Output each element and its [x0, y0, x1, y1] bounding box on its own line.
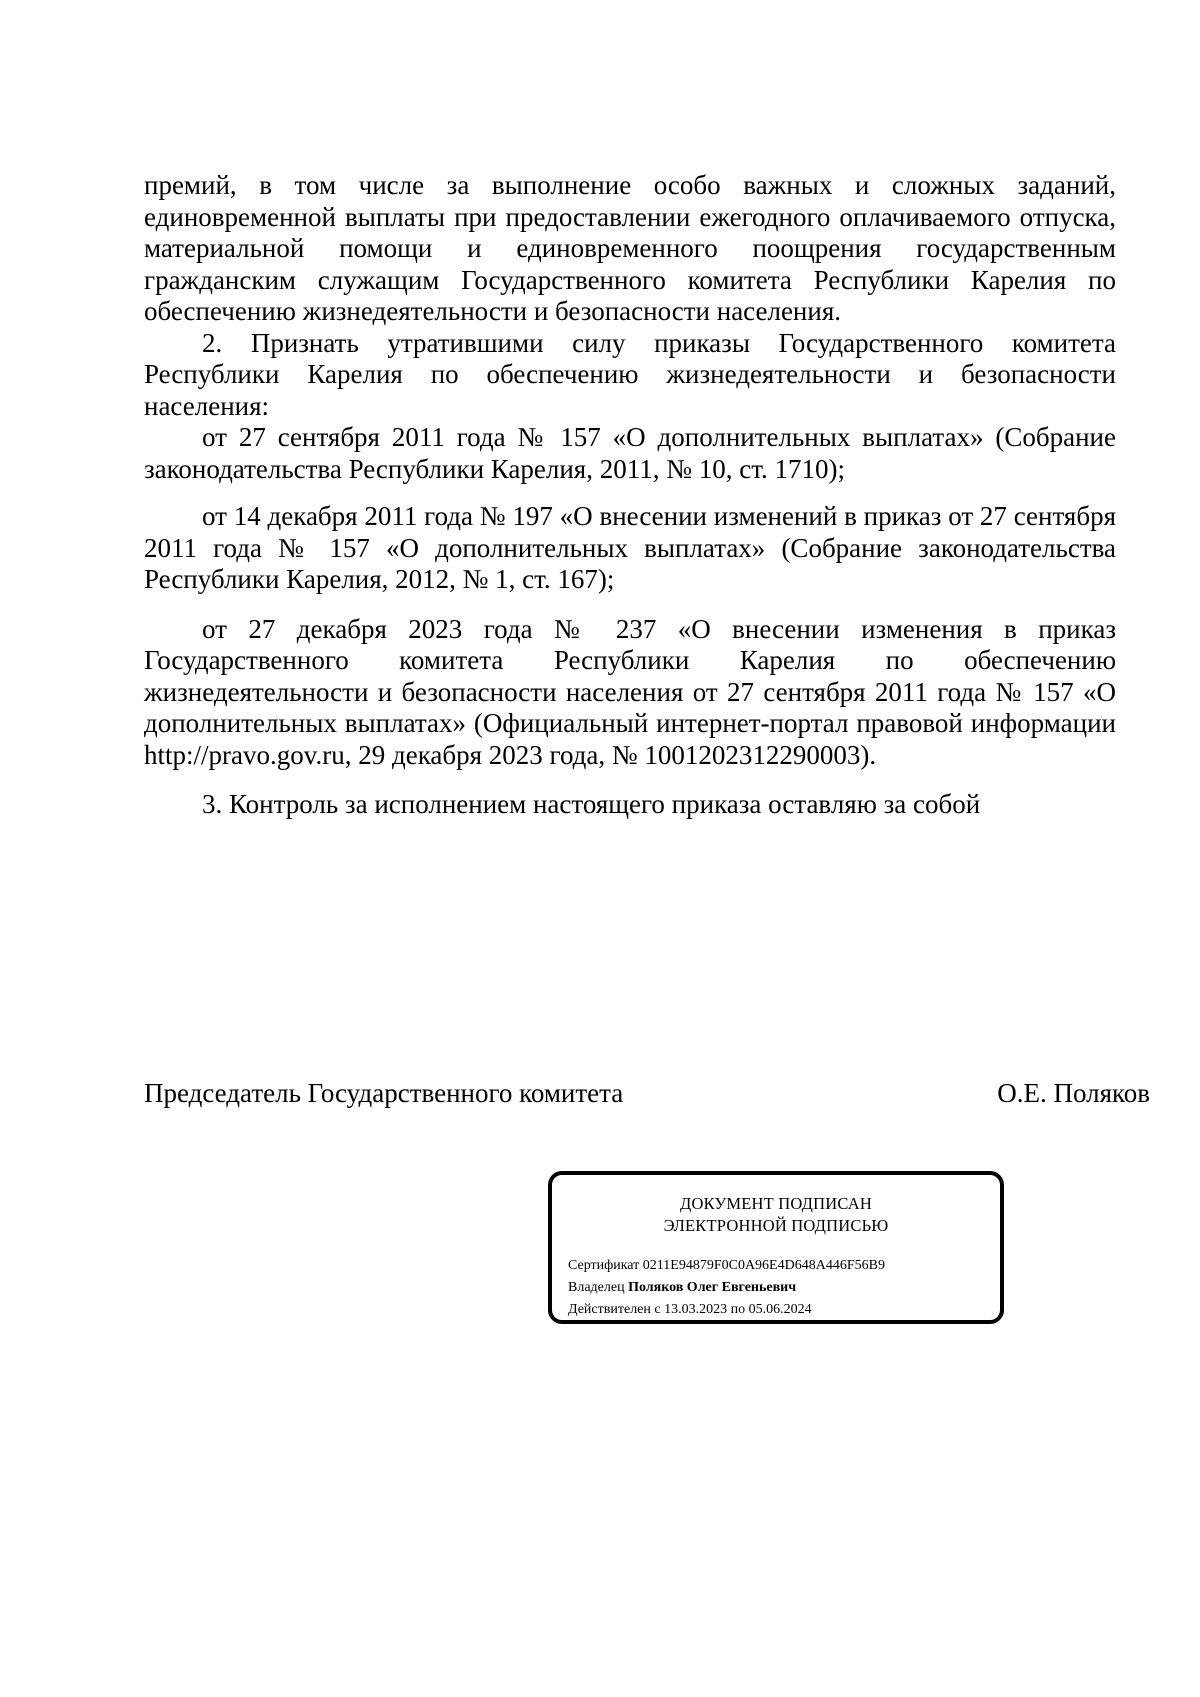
stamp-certificate-line	[568, 1255, 885, 1277]
paragraph-repealed-order-157: от 27 сентября 2011 года № 157 «О дополнительных выплатах» (Собрание законодательства Республики Карелия, 2011, № 10, ст. 1710);	[144, 422, 1116, 484]
stamp-title	[552, 1193, 1000, 1237]
signatory-position: Председатель Государственного комитета	[144, 1078, 624, 1108]
stamp-owner-line	[568, 1277, 885, 1299]
valid-to: 05.06.2024	[748, 1302, 812, 1317]
electronic-signature-stamp	[548, 1171, 1004, 1324]
valid-to-label: по	[730, 1302, 746, 1317]
paragraph-repealed-order-237: от 27 декабря 2023 года № 237 «О внесении изменения в приказ Государственного комитета Республики Карелия по обеспечению жизнедеятельности и безопасности населения от 27 сентября 2011 года № 157 «О дополнительных выплатах» (Официальный интернет-портал правовой информации http://pravo.gov.ru, 29 декабря 2023 года, № 1001202312290003).	[144, 613, 1116, 770]
signatory-name: О.Е. Поляков	[997, 1078, 1150, 1108]
stamp-title-line-2: ЭЛЕКТРОННОЙ ПОДПИСЬЮ	[663, 1216, 889, 1235]
paragraph-bonus-continuation: премий, в том числе за выполнение особо важных и сложных заданий, единовременной выплаты при предоставлении ежегодного оплачиваемого отпуска, материальной помощи и единовременного поощрения государственным гражданским служащим Государственного комитета Республики Карелия по обеспечению жизнедеятельности и безопасности населения.	[144, 170, 1116, 326]
stamp-title-line-1: ДОКУМЕНТ ПОДПИСАН	[680, 1194, 872, 1213]
stamp-details	[568, 1255, 885, 1321]
owner-value: Поляков Олег Евгеньевич	[628, 1280, 797, 1295]
paragraph-item-2: 2. Признать утратившими силу приказы Государственного комитета Республики Карелия по обеспечению жизнедеятельности и безопасности населения:	[144, 327, 1116, 421]
document-body	[144, 170, 1116, 821]
owner-label: Владелец	[568, 1280, 625, 1295]
valid-label: Действителен с	[568, 1302, 661, 1317]
paragraph-repealed-order-197: от 14 декабря 2011 года № 197 «О внесении изменений в приказ от 27 сентября 2011 года № 157 «О дополнительных выплатах» (Собрание законодательства Республики Карелия, 2012, № 1, ст. 167);	[144, 501, 1116, 594]
certificate-value: 0211E94879F0C0A96E4D648A446F56B9	[642, 1258, 885, 1273]
certificate-label: Сертификат	[568, 1258, 640, 1273]
stamp-validity-line	[568, 1299, 885, 1321]
valid-from: 13.03.2023	[664, 1302, 728, 1317]
paragraph-item-3: 3. Контроль за исполнением настоящего приказа оставляю за собой	[202, 789, 981, 819]
